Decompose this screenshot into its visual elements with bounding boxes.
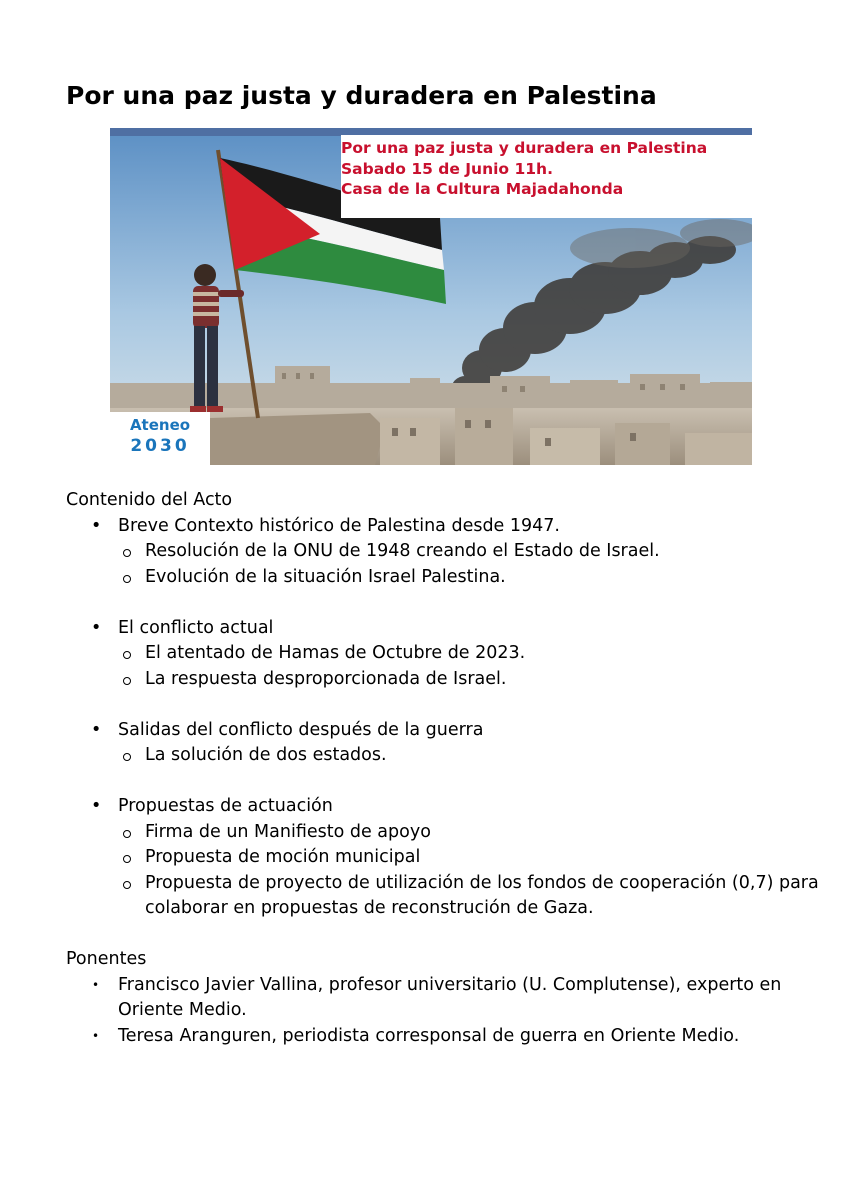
event-banner	[110, 128, 752, 465]
banner-title: Por una paz justa y duradera en Palestina	[341, 139, 708, 157]
content-list	[66, 514, 826, 948]
logo-name: Ateneo	[129, 416, 191, 434]
list-item: • Francisco Javier Vallina, profesor universitario (U. Complutense), experto en Oriente Medio.	[66, 973, 826, 1024]
list-item	[66, 718, 826, 795]
list-item: La solución de dos estados.	[118, 743, 826, 769]
banner-date: Sabado 15 de Junio 11h.	[341, 159, 553, 178]
logo-year: 2030	[130, 436, 190, 456]
list-item: La respuesta desproporcionada de Israel.	[118, 667, 826, 693]
section-label: El conflicto actual	[118, 617, 274, 638]
list-item: Resolución de la ONU de 1948 creando el Estado de Israel.	[118, 539, 826, 565]
list-item	[66, 794, 826, 947]
banner-venue: Casa de la Cultura Majadahonda	[341, 180, 624, 198]
list-item	[66, 514, 826, 616]
page-title: Por una paz justa y duradera en Palestina	[66, 81, 657, 110]
ateneo-logo	[110, 412, 210, 465]
section-label: Breve Contexto histórico de Palestina desde 1947.	[118, 515, 560, 536]
section-label: Propuestas de actuación	[118, 796, 333, 816]
section-label: Salidas del conflicto después de la guerra	[118, 719, 484, 740]
banner-caption	[341, 135, 752, 218]
speakers-list	[66, 973, 826, 1050]
list-item: • Teresa Aranguren, periodista corresponsal de guerra en Oriente Medio.	[66, 1024, 826, 1050]
list-item: Firma de un Manifiesto de apoyo	[118, 820, 826, 846]
list-item: Evolución de la situación Israel Palestina.	[118, 565, 826, 591]
speakers-heading: Ponentes	[66, 949, 147, 969]
list-item: Propuesta de moción municipal	[118, 845, 826, 871]
content-heading: Contenido del Acto	[66, 490, 233, 510]
list-item	[66, 616, 826, 718]
list-item: Propuesta de proyecto de utilización de los fondos de cooperación (0,7) para colaborar en propuestas de reconstrución de Gaza.	[118, 871, 826, 922]
list-item: El atentado de Hamas de Octubre de 2023.	[118, 641, 826, 667]
event-content	[66, 488, 826, 1049]
